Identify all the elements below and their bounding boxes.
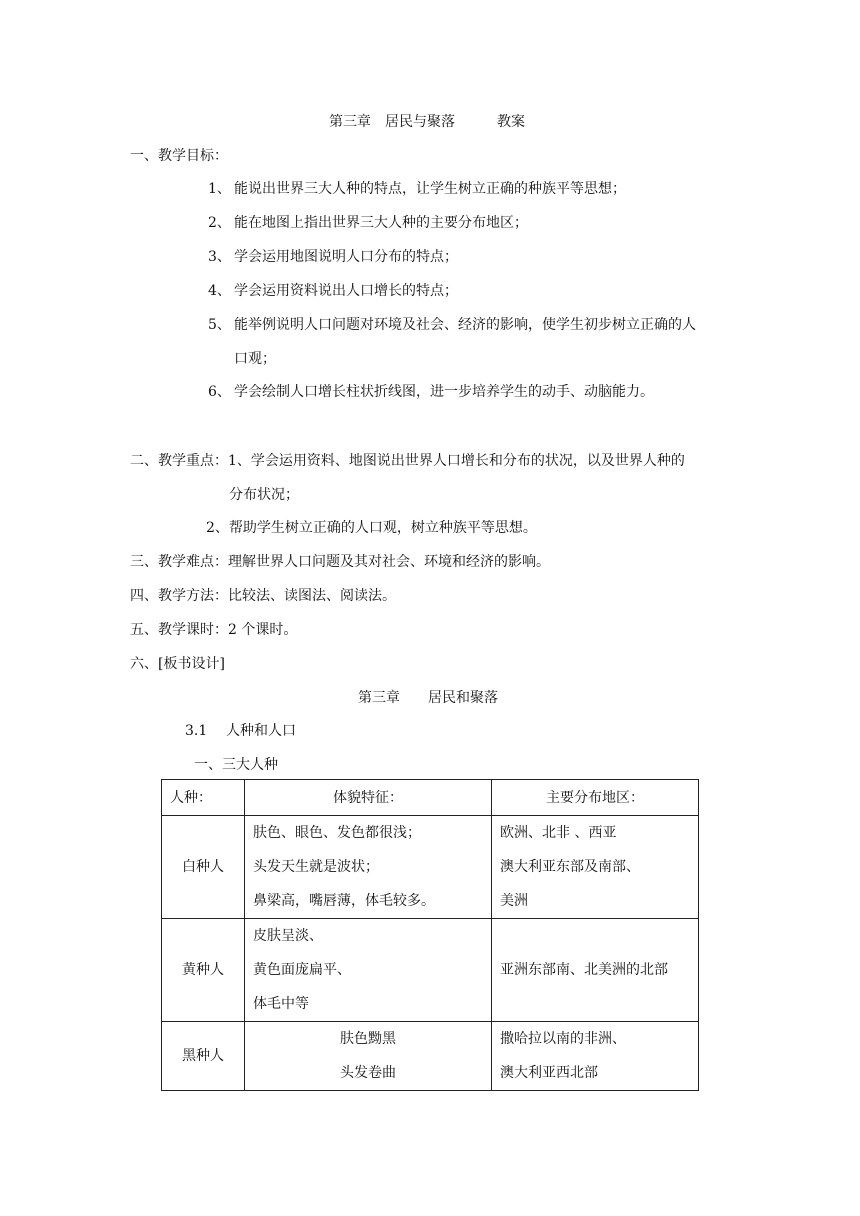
feature-line: 鼻梁高，嘴唇薄，体毛较多。 — [253, 893, 435, 909]
key-points-line: 二、教学重点：1、学会运用资料、地图说出世界人口增长和分布的状况，以及世界人种的 — [130, 453, 685, 469]
objective-num: 6、 — [208, 384, 231, 400]
table-row — [162, 1022, 699, 1091]
regions-cell — [492, 1022, 699, 1091]
section-number: 3.1 — [185, 723, 208, 739]
feature-line: 肤色、眼色、发色都很浅； — [253, 825, 421, 841]
key-points-line: 2、帮助学生树立正确的人口观，树立种族平等思想。 — [206, 520, 537, 536]
subsection-title: 一、三大人种 — [194, 757, 278, 773]
region-line: 澳大利亚东部及南部、 — [500, 859, 640, 875]
region-line: 澳大利亚西北部 — [500, 1065, 598, 1081]
region-line: 欧洲、北非 、西亚 — [500, 825, 617, 841]
objective-text-cont: 口观； — [234, 351, 276, 367]
feature-line: 体毛中等 — [253, 996, 309, 1012]
key-points-line-cont: 分布状况； — [229, 487, 299, 503]
objective-text: 学会绘制人口增长柱状折线图，进一步培养学生的动手、动脑能力。 — [234, 384, 654, 400]
header-features: 体貌特征： — [245, 780, 492, 816]
board-chapter: 第三章 居民和聚落 — [358, 690, 498, 706]
board-heading: 六、[板书设计] — [130, 656, 225, 672]
region-line: 亚洲东部南、北美洲的北部 — [500, 962, 668, 978]
features-cell — [245, 919, 492, 1022]
section-title: 人种和人口 — [226, 723, 296, 739]
feature-line: 黄色面庞扁平、 — [253, 962, 351, 978]
features-cell — [245, 816, 492, 919]
feature-line: 皮肤呈淡、 — [253, 928, 323, 944]
objective-num: 5、 — [208, 317, 231, 333]
race-name: 白种人 — [162, 816, 245, 919]
feature-line: 头发卷曲 — [340, 1065, 396, 1081]
objective-text: 能举例说明人口问题对环境及社会、经济的影响，使学生初步树立正确的人 — [234, 317, 696, 333]
features-cell — [245, 1022, 492, 1091]
objective-num: 2、 — [208, 215, 231, 231]
objectives-heading: 一、教学目标： — [130, 148, 228, 164]
objective-text: 能在地图上指出世界三大人种的主要分布地区； — [234, 215, 528, 231]
regions-cell — [492, 919, 699, 1022]
header-race: 人种： — [162, 780, 245, 816]
region-line: 撒哈拉以南的非洲、 — [500, 1031, 626, 1047]
hours-line: 五、教学课时：2 个课时。 — [130, 622, 298, 638]
difficulty-line: 三、教学难点：理解世界人口问题及其对社会、环境和经济的影响。 — [130, 554, 550, 570]
race-name: 黑种人 — [162, 1022, 245, 1091]
race-name: 黄种人 — [162, 919, 245, 1022]
header-regions: 主要分布地区： — [492, 780, 699, 816]
methods-line: 四、教学方法：比较法、读图法、阅读法。 — [130, 588, 396, 604]
region-line: 美洲 — [500, 893, 528, 909]
objective-num: 1、 — [208, 181, 231, 197]
objective-num: 4、 — [208, 283, 231, 299]
table-row — [162, 919, 699, 1022]
feature-line: 头发天生就是波状； — [253, 859, 379, 875]
table-header-row — [162, 780, 699, 816]
objective-text: 能说出世界三大人种的特点，让学生树立正确的种族平等思想； — [234, 181, 626, 197]
feature-line: 肤色黝黑 — [340, 1031, 396, 1047]
objective-text: 学会运用地图说明人口分布的特点； — [234, 249, 458, 265]
table-row — [162, 816, 699, 919]
page-title: 第三章 居民与聚落 教案 — [329, 114, 525, 130]
regions-cell — [492, 816, 699, 919]
race-table — [161, 779, 699, 1091]
objective-text: 学会运用资料说出人口增长的特点； — [234, 283, 458, 299]
objective-num: 3、 — [208, 249, 231, 265]
